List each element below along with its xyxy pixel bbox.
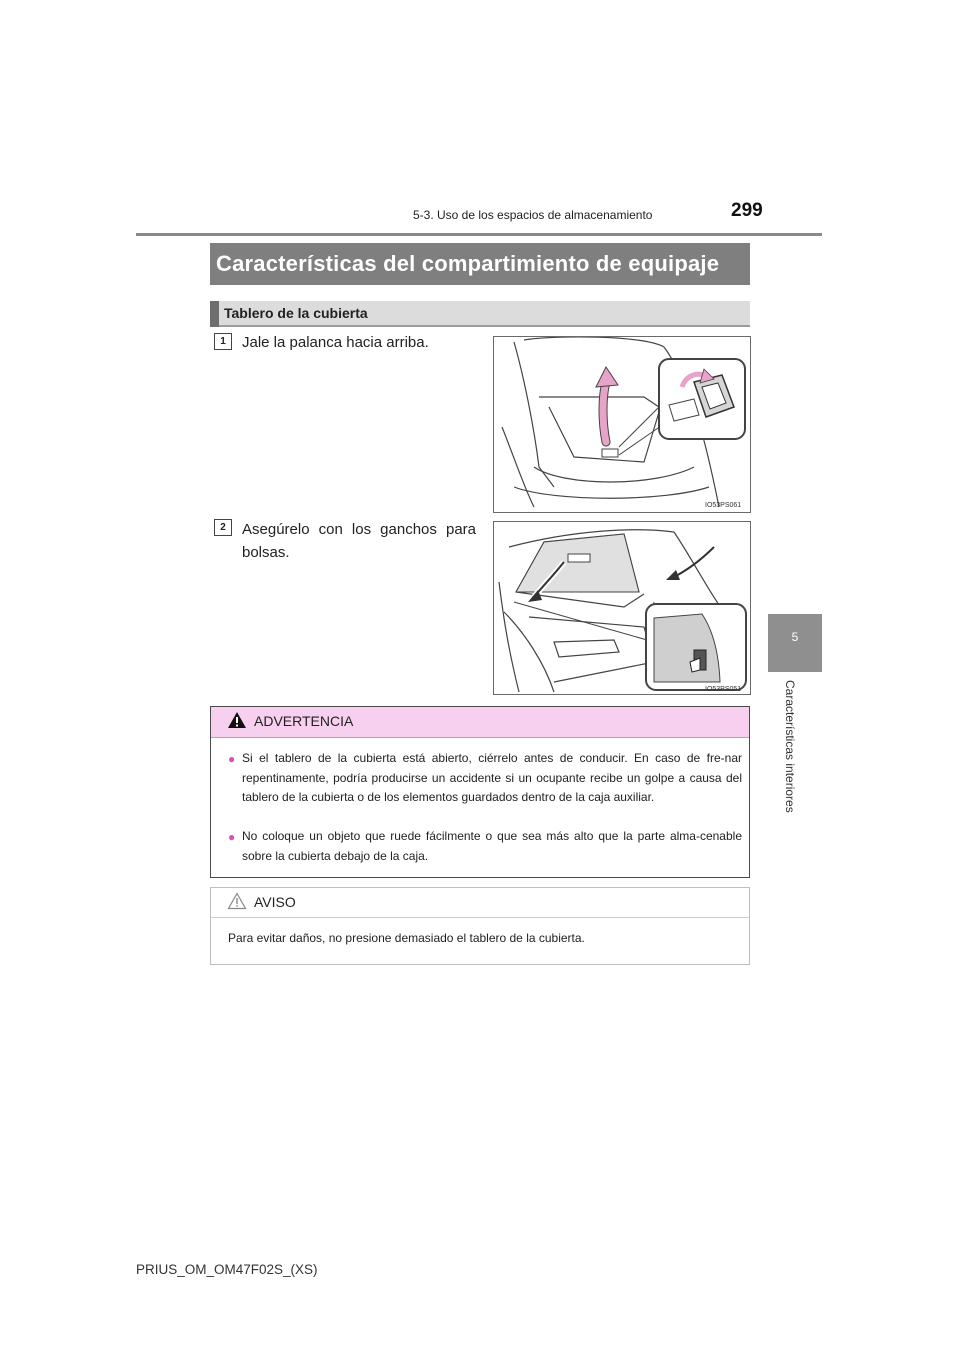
- notice-text: Para evitar daños, no presione demasiado el tablero de la cubierta.: [228, 931, 585, 945]
- page-title: Características del compartimiento de equipaje: [216, 251, 720, 276]
- warning-item: No coloque un objeto que ruede fácilmente o que sea más alto que la parte alma-cenable sobre la cubierta debajo de la caja.: [242, 829, 742, 863]
- chapter-side-label-text: Características interiores: [783, 680, 797, 813]
- notice-title: AVISO: [254, 894, 296, 910]
- warning-title: ADVERTENCIA: [254, 713, 354, 729]
- running-header-section: 5-3. Uso de los espacios de almacenamiento: [413, 208, 653, 222]
- step-text: bolsas.: [242, 544, 290, 561]
- step-text: Asegúrelo con los ganchos para: [242, 521, 476, 538]
- page-number: 299: [731, 200, 763, 221]
- trunk-lever-illustration: [494, 337, 750, 512]
- arrow-up-icon: [603, 382, 606, 442]
- subheading-accent: [210, 301, 219, 327]
- notice-rule: [211, 917, 749, 918]
- figure-hooks: [493, 521, 751, 695]
- figure-lever: [493, 336, 751, 513]
- step-number-badge: 2: [214, 519, 232, 536]
- warning-triangle-icon: [227, 711, 247, 729]
- caution-triangle-icon: [227, 892, 247, 910]
- header-rule: [136, 233, 822, 236]
- footer-code: PRIUS_OM_OM47F02S_(XS): [136, 1262, 318, 1277]
- figure-code: IO53PS051: [705, 686, 742, 693]
- step-number-badge: 1: [214, 333, 232, 350]
- warning-item: Si el tablero de la cubierta está abierto, ciérrelo antes de conducir. En caso de fre-nar repentinamente, podría producirse un accidente si un ocupante recibe un golpe a causa del tablero de la cubierta o de los elementos guardados dentro de la caja auxiliar.: [242, 751, 742, 804]
- chapter-side-label: [783, 680, 801, 830]
- subheading: Tablero de la cubierta: [224, 305, 368, 321]
- bullet-icon: ●: [228, 752, 236, 766]
- bullet-icon: ●: [228, 830, 236, 844]
- figure-code: IO53PS061: [705, 502, 742, 509]
- chapter-tab-number: 5: [791, 630, 799, 644]
- step-text: Jale la palanca hacia arriba.: [242, 334, 429, 351]
- bag-hooks-illustration: [494, 522, 750, 694]
